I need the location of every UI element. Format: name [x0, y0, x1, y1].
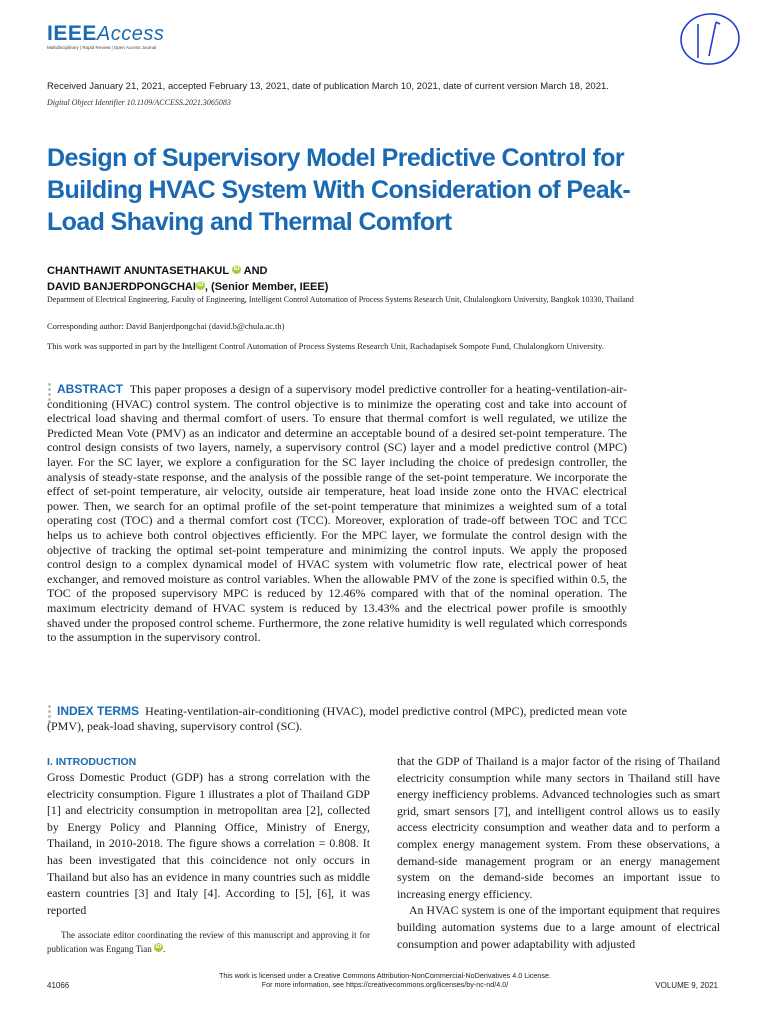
journal-logo	[47, 22, 164, 46]
license-line-2[interactable]: For more information, see https://creativecommons.org/licenses/by-nc-nd/4.0/	[261, 980, 509, 989]
funding-note: This work was supported in part by the Intelligent Control Automation of Process Systems Research Unit, Rachadapisek Sompote Fund, Chulalongkorn University.	[47, 341, 604, 351]
abstract-heading: ABSTRACT	[57, 382, 123, 396]
handwritten-circle-mark	[676, 8, 744, 70]
orcid-icon[interactable]: iD	[233, 266, 240, 272]
corresponding-author: Corresponding author: David Banjerdpongchai (david.b@chula.ac.th)	[47, 321, 285, 331]
author-line-2	[47, 279, 647, 295]
orcid-icon[interactable]: iD	[155, 944, 162, 950]
page-number: 41066	[47, 981, 70, 990]
abstract-text: This paper proposes a design of a supervisory model predictive controller for a heating-ventilation-air-conditioning (HVAC) control system. The control objective is to minimize the operating cost and take into account of electrical load shaving and thermal comfort of users. To ensure that thermal comfort is well regulated, we utilize the Predicted Mean Vote (PMV) as an indicator and determine an acceptable bound of a desired set-point temperature. The control design consists of two layers, namely, a supervisory control (SC) layer and a model predictive control (MPC) layer. For the SC layer, we explore a configuration for the SC layer including the choice of predesign controller, the analysis of steady-state response, and the analysis of the possible range of the set-point temperature. We incorporate the effect of set-point temperature, air velocity, outside air temperature, heat load inside zone onto the HVAC electrical power. Then, we search for an optimal profile of the set-point temperature that minimizes a weighted sum of a total operating cost (TOC) and a thermal comfort cost (TCC). Moreover, exploration of trade-off between TOC and TCC helps us to achieve both control objectives efficiently. For the MPC layer, we formulate the control design with the objective of tracking the optimal set-point temperature and minimizing the control inputs. We apply the proposed control design to a complex dynamical model of HVAC system with volumetric flow rate, electrical power of heat exchanger, and removed moisture as control variables. When the allowable PMV of the zone is specified within 0.5, the TOC of the proposed supervisory MPC is reduced by 12.46% compared with that of the nominal operation. The maximum electricity demand of HVAC system is reduced by 13.43% and the electrical power profile is smoothly shaved under the proposed control scheme. Furthermore, the zone relative humidity is well regulated which corresponds to the assumption in the supervisory control.	[47, 382, 627, 645]
index-terms	[47, 704, 627, 733]
authors	[47, 263, 647, 295]
logo-access-text: Access	[96, 23, 165, 45]
logo-ieee-text: IEEE	[47, 22, 97, 45]
intro-left-text: Gross Domestic Product (GDP) has a strong correlation with the electricity consumption. Figure 1 illustrates a plot of Thailand GDP [1] and electricity consumption in metropolitan area [2], collected by Energy Policy and Planning Office, Ministry of Energy, Thailand, in 2010-2018. The figure shows a correlation = 0.808. It has been investigated that this coincidence not only occurs in Thailand but also has an evidence in many countries such as middle eastern countries [3] and Italy [4]. According to [5], [6], it was reported	[47, 770, 370, 917]
volume-label: VOLUME 9, 2021	[655, 981, 718, 990]
abstract	[47, 382, 627, 645]
license-line-1: This work is licensed under a Creative Commons Attribution-NonCommercial-NoDerivatives 4.0 License.	[219, 971, 551, 980]
editor-footnote-text: The associate editor coordinating the review of this manuscript and approving it for publication was Engang Tian	[47, 930, 370, 954]
author-and: AND	[243, 265, 268, 277]
doi: Digital Object Identifier 10.1109/ACCESS.2021.3065083	[47, 98, 231, 107]
intro-right-paragraph-1: that the GDP of Thailand is a major factor of the rising of Thailand electricity consumption while many sectors in Thailand still have energy inefficiency problems. Advanced technologies such as smart grid, smart sensors [7], and intelligent control allows us to easily access electricity consumption and weather data and to perform a complex energy management system. From these observations, a demand-side management program or an energy management system on the demand-side becomes an important issue to increasing energy efficiency.	[397, 754, 720, 901]
author-2-suffix: , (Senior Member, IEEE)	[204, 281, 329, 293]
affiliation: Department of Electrical Engineering, Faculty of Engineering, Intelligent Control Automation of Process Systems Research Unit, Chulalongkorn University, Bangkok 10330, Thailand	[47, 295, 634, 304]
received-dates: Received January 21, 2021, accepted February 13, 2021, date of publication March 10, 2021, date of current version March 18, 2021.	[47, 81, 609, 92]
editor-footnote: The associate editor coordinating the review of this manuscript and approving it for publication was Engang Tian iD .	[47, 930, 370, 954]
author-line-1	[47, 263, 647, 279]
index-terms-text: Heating-ventilation-air-conditioning (HVAC), model predictive control (MPC), predicted mean vote (PMV), peak-load shaving, supervisory control (SC).	[47, 704, 627, 733]
intro-heading: I. INTRODUCTION	[47, 756, 137, 768]
author-2: DAVID BANJERDPONGCHAI	[47, 281, 196, 293]
logo-tagline: Multidisciplinary | Rapid Review | Open Access Journal	[47, 45, 157, 50]
intro-left-column	[47, 755, 370, 918]
orcid-icon[interactable]: iD	[197, 282, 204, 288]
index-terms-heading: INDEX TERMS	[57, 704, 140, 718]
intro-right-column	[397, 753, 720, 952]
license-footer	[150, 971, 620, 989]
intro-right-paragraph-2: An HVAC system is one of the important equipment that requires building automation systems due to a large amount of electrical consumption and power adaptability with adjusted	[397, 903, 720, 951]
author-1: CHANTHAWIT ANUNTASETHAKUL	[47, 265, 229, 277]
paper-title: Design of Supervisory Model Predictive Control for Building HVAC System With Consideration of Peak-Load Shaving and Thermal Comfort	[47, 144, 631, 236]
